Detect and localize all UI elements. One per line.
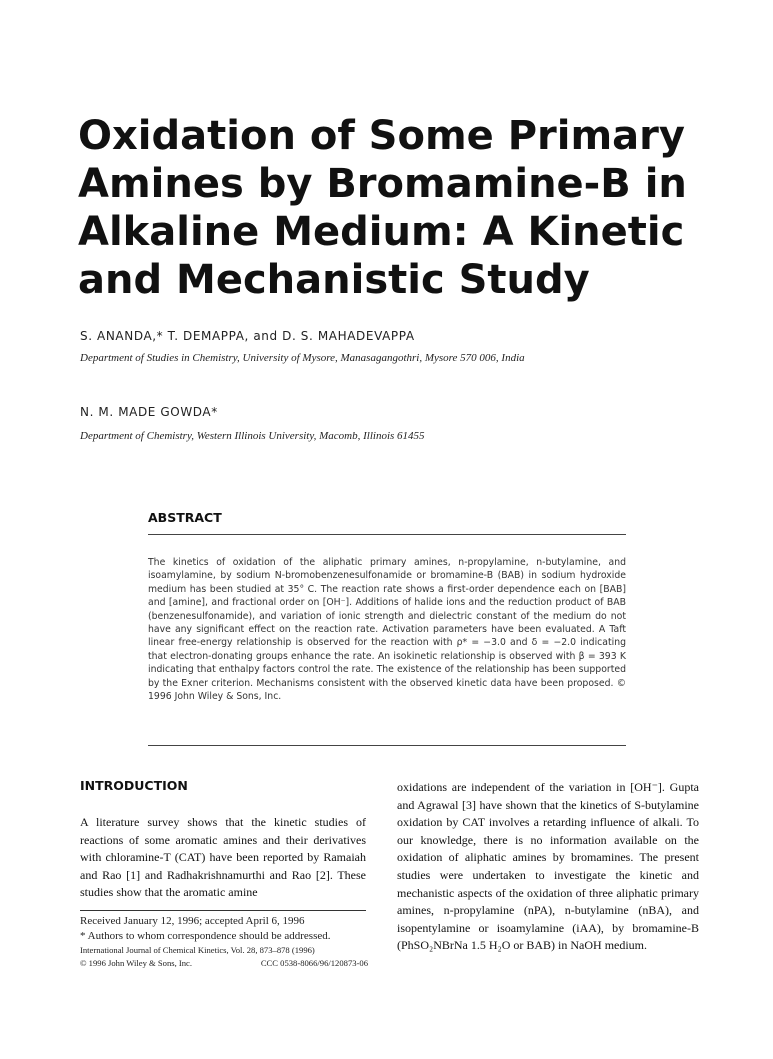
footnotes — [80, 914, 368, 970]
received-date: Received January 12, 1996; accepted April 6, 1996 — [80, 915, 305, 927]
author-list-1: S. ANANDA,* T. DEMAPPA, and D. S. MAHADEVAPPA — [80, 329, 415, 343]
affiliation-1: Department of Studies in Chemistry, University of Mysore, Manasagangothri, Mysore 570 006, India — [80, 352, 525, 364]
affiliation-2: Department of Chemistry, Western Illinois University, Macomb, Illinois 61455 — [80, 430, 425, 442]
introduction-right-column: oxidations are independent of the variation in [OH⁻]. Gupta and Agrawal [3] have shown that the kinetics of S-butylamine oxidation by CAT involves a retarding influence of alkali. To our knowledge, there is no information available on the oxidation of aliphatic amines by bromamines. The present studies were undertaken to investigate the kinetic and mechanistic aspects of the oxidation of three aliphatic primary amines, n-propylamine (nPA), n-butylamine (nBA), and isopentylamine or isoamylamine (iAA), by bromamine-B (PhSO₂NBrNa 1.5 H₂O or BAB) in NaOH medium. — [397, 780, 699, 953]
copyright-line — [80, 957, 368, 970]
abstract-heading: ABSTRACT — [148, 510, 222, 525]
copyright-notice: © 1996 John Wiley & Sons, Inc. — [80, 958, 193, 968]
footnote-rule — [80, 910, 366, 911]
abstract-top-rule — [148, 534, 626, 535]
paper-title: Oxidation of Some Primary Amines by Bromamine-B in Alkaline Medium: A Kinetic and Mechanistic Study — [78, 113, 687, 303]
journal-citation: International Journal of Chemical Kinetics, Vol. 28, 873–878 (1996) — [80, 945, 315, 955]
introduction-left-column: A literature survey shows that the kinetic studies of reactions of some aromatic amines and their derivatives with chloramine-T (CAT) have been reported by Ramaiah and Rao [1] and Radhakrishnamurthi and Rao [2]. These studies show that the aromatic amine — [80, 815, 366, 900]
introduction-heading: INTRODUCTION — [80, 778, 188, 793]
ccc-code: CCC 0538-8066/96/120873-06 — [260, 958, 368, 968]
corresponding-author-note: * Authors to whom correspondence should be addressed. — [80, 930, 331, 942]
abstract-text: The kinetics of oxidation of the aliphatic primary amines, n-propylamine, n-butylamine, and isoamylamine, by sodium N-bromobenzenesulfonamide or bromamine-B (BAB) in sodium hydroxide medium has been studied at 35° C. The reaction rate shows a first-order dependence each on [BAB] and [amine], and fractional order on [OH⁻]. Additions of halide ions and the reduction product of BAB (benzenesulfonamide), and variation of ionic strength and dielectric constant of the medium do not have any significant effect on the reaction rate. Activation parameters have been evaluated. A Taft linear free-energy relationship is observed for the reaction with ρ* = −3.0 and δ = −2.0 indicating that electron-donating groups enhance the rate. An isokinetic relationship is observed with β = 393 K indicating that enthalpy factors control the rate. The existence of the relationship has been supported by the Exner criterion. Mechanisms consistent with the observed kinetic data have been proposed. © 1996 John Wiley & Sons, Inc. — [148, 557, 626, 703]
author-list-2: N. M. MADE GOWDA* — [80, 405, 218, 419]
abstract-bottom-rule — [148, 745, 626, 746]
